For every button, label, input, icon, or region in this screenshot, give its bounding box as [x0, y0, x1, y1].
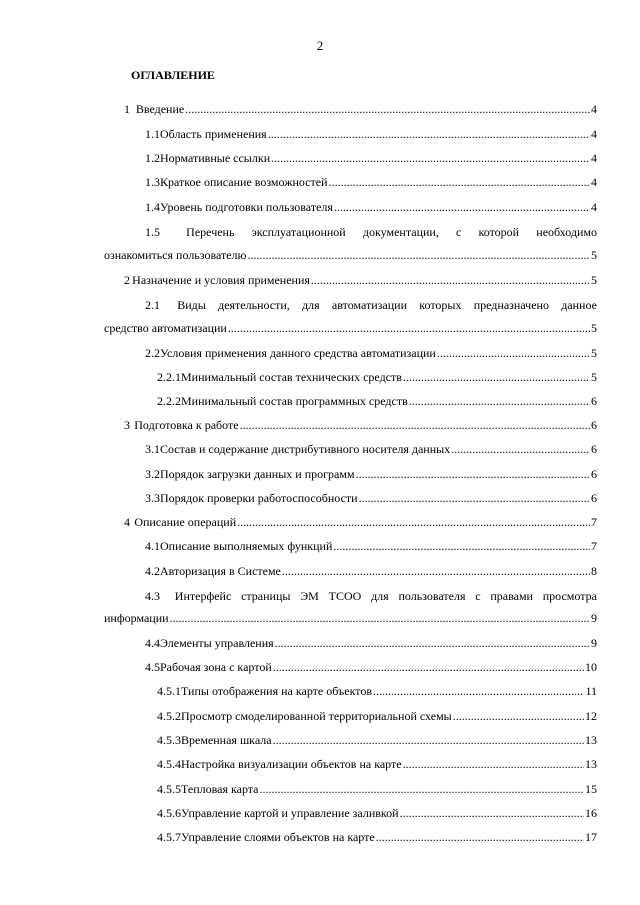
toc-leader — [403, 370, 590, 384]
toc-entry-page: 17 — [585, 830, 597, 844]
toc-entry-number: 4.5.3 — [157, 733, 181, 747]
toc-entry[interactable] — [145, 175, 597, 189]
toc-entry-number: 2.1 — [145, 298, 160, 312]
toc-entry[interactable] — [124, 273, 597, 287]
toc-entry[interactable] — [157, 782, 597, 796]
toc-entry-number: 4.5.2 — [157, 709, 181, 723]
toc-entry-number: 3.1 — [145, 442, 160, 456]
toc-entry[interactable] — [157, 757, 597, 771]
toc-entry-number: 3.3 — [145, 491, 160, 505]
toc-entry-page: 5 — [591, 370, 597, 384]
toc-entry-page: 15 — [585, 782, 597, 796]
toc-entry-page: 7 — [591, 515, 597, 529]
toc-entry-label: Состав и содержание дистрибутивного носителя данных — [160, 442, 451, 456]
toc-leader — [403, 757, 584, 771]
toc-entry-page: 4 — [591, 102, 597, 116]
toc-entry[interactable] — [157, 806, 597, 820]
toc-entry-continuation[interactable] — [104, 611, 597, 625]
toc-title: ОГЛАВЛЕНИЕ — [131, 68, 215, 82]
toc-leader — [333, 539, 590, 553]
toc-entry[interactable] — [145, 539, 597, 553]
toc-entry[interactable] — [145, 589, 597, 603]
toc-entry-number: 4.5 — [145, 660, 160, 674]
toc-entry-page: 5 — [591, 273, 597, 287]
toc-entry[interactable] — [145, 636, 597, 650]
toc-entry-label: Область применения — [160, 127, 267, 141]
toc-entry-page: 4 — [591, 200, 597, 214]
toc-leader — [268, 127, 590, 141]
toc-leader — [356, 467, 590, 481]
toc-entry-label: Условия применения данного средства автоматизации — [160, 346, 436, 360]
toc-leader — [409, 394, 590, 408]
toc-entry-number: 4.1 — [145, 539, 160, 553]
toc-leader — [334, 200, 590, 214]
toc-entry-number: 1.5 — [145, 225, 160, 239]
toc-entry-label: Настройка визуализации объектов на карте — [181, 757, 402, 771]
toc-entry-label: Уровень подготовки пользователя — [160, 200, 333, 214]
toc-leader — [451, 442, 590, 456]
toc-entry-number: 4.3 — [145, 589, 160, 603]
toc-entry-label: Рабочая зона с картой — [160, 660, 272, 674]
toc-entry-continuation[interactable] — [104, 248, 597, 262]
toc-entry-number: 1 — [124, 102, 130, 116]
toc-entry-label: Управление картой и управление заливкой — [181, 806, 399, 820]
toc-entry-label: Временная шкала — [181, 733, 272, 747]
toc-entry[interactable] — [157, 830, 597, 844]
toc-entry-number: 2.2 — [145, 346, 160, 360]
toc-leader — [273, 660, 584, 674]
toc-entry-page: 16 — [585, 806, 597, 820]
toc-entry[interactable] — [145, 564, 597, 578]
toc-entry[interactable] — [124, 102, 597, 116]
toc-entry-page: 5 — [591, 321, 597, 335]
toc-leader — [373, 684, 584, 698]
toc-entry[interactable] — [145, 225, 597, 239]
toc-leader — [185, 102, 590, 116]
toc-entry-page: 7 — [591, 539, 597, 553]
toc-entry-label: Описание операций — [134, 515, 237, 529]
toc-entry-label: Порядок проверки работоспособности — [160, 491, 358, 505]
toc-entry[interactable] — [124, 418, 597, 432]
toc-entry[interactable] — [157, 370, 597, 384]
toc-leader — [400, 806, 584, 820]
toc-entry-label: Авторизация в Системе — [160, 564, 281, 578]
toc-entry-page: 4 — [591, 151, 597, 165]
toc-leader — [170, 611, 590, 625]
toc-entry-label: Просмотр смоделированной территориальной схемы — [181, 709, 452, 723]
toc-entry[interactable] — [145, 298, 597, 312]
toc-entry-page: 13 — [585, 733, 597, 747]
toc-entry[interactable] — [145, 151, 597, 165]
toc-entry-number: 1.1 — [145, 127, 160, 141]
toc-entry-label: Нормативные ссылки — [160, 151, 271, 165]
toc-entry-number: 3 — [124, 418, 130, 432]
toc-leader — [237, 515, 590, 529]
toc-entry-label-line1: 1.5 Перечень эксплуатационной документации, с которой необходимо — [145, 225, 597, 239]
toc-entry-number: 1.4 — [145, 200, 160, 214]
toc-entry-number: 4.5.1 — [157, 684, 181, 698]
toc-entry-label-line2: ознакомиться пользователю — [104, 248, 247, 262]
page-number: 2 — [316, 38, 324, 53]
toc-entry-label: Тепловая карта — [181, 782, 259, 796]
toc-entry-number: 2.2.2 — [157, 394, 181, 408]
toc-entry-label: Типы отображения на карте объектов — [181, 684, 373, 698]
toc-entry-label: Введение — [135, 102, 185, 116]
toc-entry-page: 4 — [591, 127, 597, 141]
toc-entry-label-line2: средство автоматизации — [104, 321, 227, 335]
toc-entry-label-line2: информации — [104, 611, 169, 625]
toc-leader — [248, 248, 591, 262]
toc-entry[interactable] — [157, 709, 597, 723]
toc-entry[interactable] — [145, 467, 597, 481]
toc-entry[interactable] — [145, 346, 597, 360]
toc-entry[interactable] — [145, 127, 597, 141]
toc-entry[interactable] — [157, 394, 597, 408]
toc-entry-page: 6 — [591, 491, 597, 505]
toc-entry-label: Элементы управления — [160, 636, 274, 650]
toc-entry[interactable] — [145, 660, 597, 674]
toc-entry[interactable] — [157, 733, 597, 747]
toc-entry-page: 13 — [585, 757, 597, 771]
toc-entry-continuation[interactable] — [104, 321, 597, 335]
toc-entry-page: 9 — [591, 636, 597, 650]
toc-entry-label: Подготовка к работе — [134, 418, 239, 432]
toc-entry-page: 5 — [591, 346, 597, 360]
toc-entry-number: 4 — [124, 515, 130, 529]
toc-entry-page: 12 — [585, 709, 597, 723]
toc-entry-number: 1.2 — [145, 151, 160, 165]
toc-leader — [228, 321, 590, 335]
toc-entry-label-line1: 2.1 Виды деятельности, для автоматизации которых предназначено данное — [145, 298, 597, 312]
toc-entry-page: 6 — [591, 442, 597, 456]
toc-entry[interactable] — [145, 491, 597, 505]
toc-entry-number: 2 — [124, 273, 130, 287]
toc-entry[interactable] — [145, 200, 597, 214]
toc-entry-label: Краткое описание возможностей — [160, 175, 328, 189]
toc-entry-number: 4.5.4 — [157, 757, 181, 771]
toc-entry-page: 6 — [591, 394, 597, 408]
toc-entry-label: Порядок загрузки данных и программ — [160, 467, 355, 481]
toc-entry-label: Минимальный состав технических средств — [181, 370, 402, 384]
toc-leader — [359, 491, 590, 505]
toc-entry-label: Описание выполняемых функций — [160, 539, 333, 553]
toc-entry-number: 4.5.5 — [157, 782, 181, 796]
toc-entry-number: 1.3 — [145, 175, 160, 189]
toc-entry-page: 6 — [591, 467, 597, 481]
toc-entry-number: 3.2 — [145, 467, 160, 481]
toc-entry-page: 11 — [585, 684, 597, 698]
toc-entry-page: 8 — [591, 564, 597, 578]
toc-entry-label-line1: 4.3 Интерфейс страницы ЭМ ТСОО для пользователя с правами просмотра — [145, 589, 597, 603]
toc-leader — [275, 636, 590, 650]
toc-entry-label: Управление слоями объектов на карте — [181, 830, 375, 844]
toc-entry[interactable] — [145, 442, 597, 456]
toc-entry-page: 6 — [591, 418, 597, 432]
toc-leader — [453, 709, 584, 723]
toc-leader — [311, 273, 590, 287]
toc-entry-label: Назначение и условия применения — [132, 273, 310, 287]
toc-entry-number: 4.5.6 — [157, 806, 181, 820]
toc-leader — [282, 564, 590, 578]
toc-entry-page: 9 — [591, 611, 597, 625]
toc-leader — [329, 175, 590, 189]
toc-leader — [376, 830, 584, 844]
toc-entry-number: 4.2 — [145, 564, 160, 578]
toc-entry-number: 2.2.1 — [157, 370, 181, 384]
toc-leader — [437, 346, 590, 360]
toc-leader — [273, 733, 584, 747]
toc-leader — [260, 782, 585, 796]
toc-leader — [271, 151, 590, 165]
toc-entry-number: 4.4 — [145, 636, 160, 650]
toc-entry[interactable] — [157, 684, 597, 698]
toc-leader — [240, 418, 590, 432]
toc-entry-number: 4.5.7 — [157, 830, 181, 844]
toc-entry[interactable] — [124, 515, 597, 529]
toc-entry-label: Минимальный состав программных средств — [181, 394, 408, 408]
toc-entry-page: 5 — [591, 248, 597, 262]
toc-entry-page: 10 — [585, 660, 597, 674]
toc-entry-page: 4 — [591, 175, 597, 189]
